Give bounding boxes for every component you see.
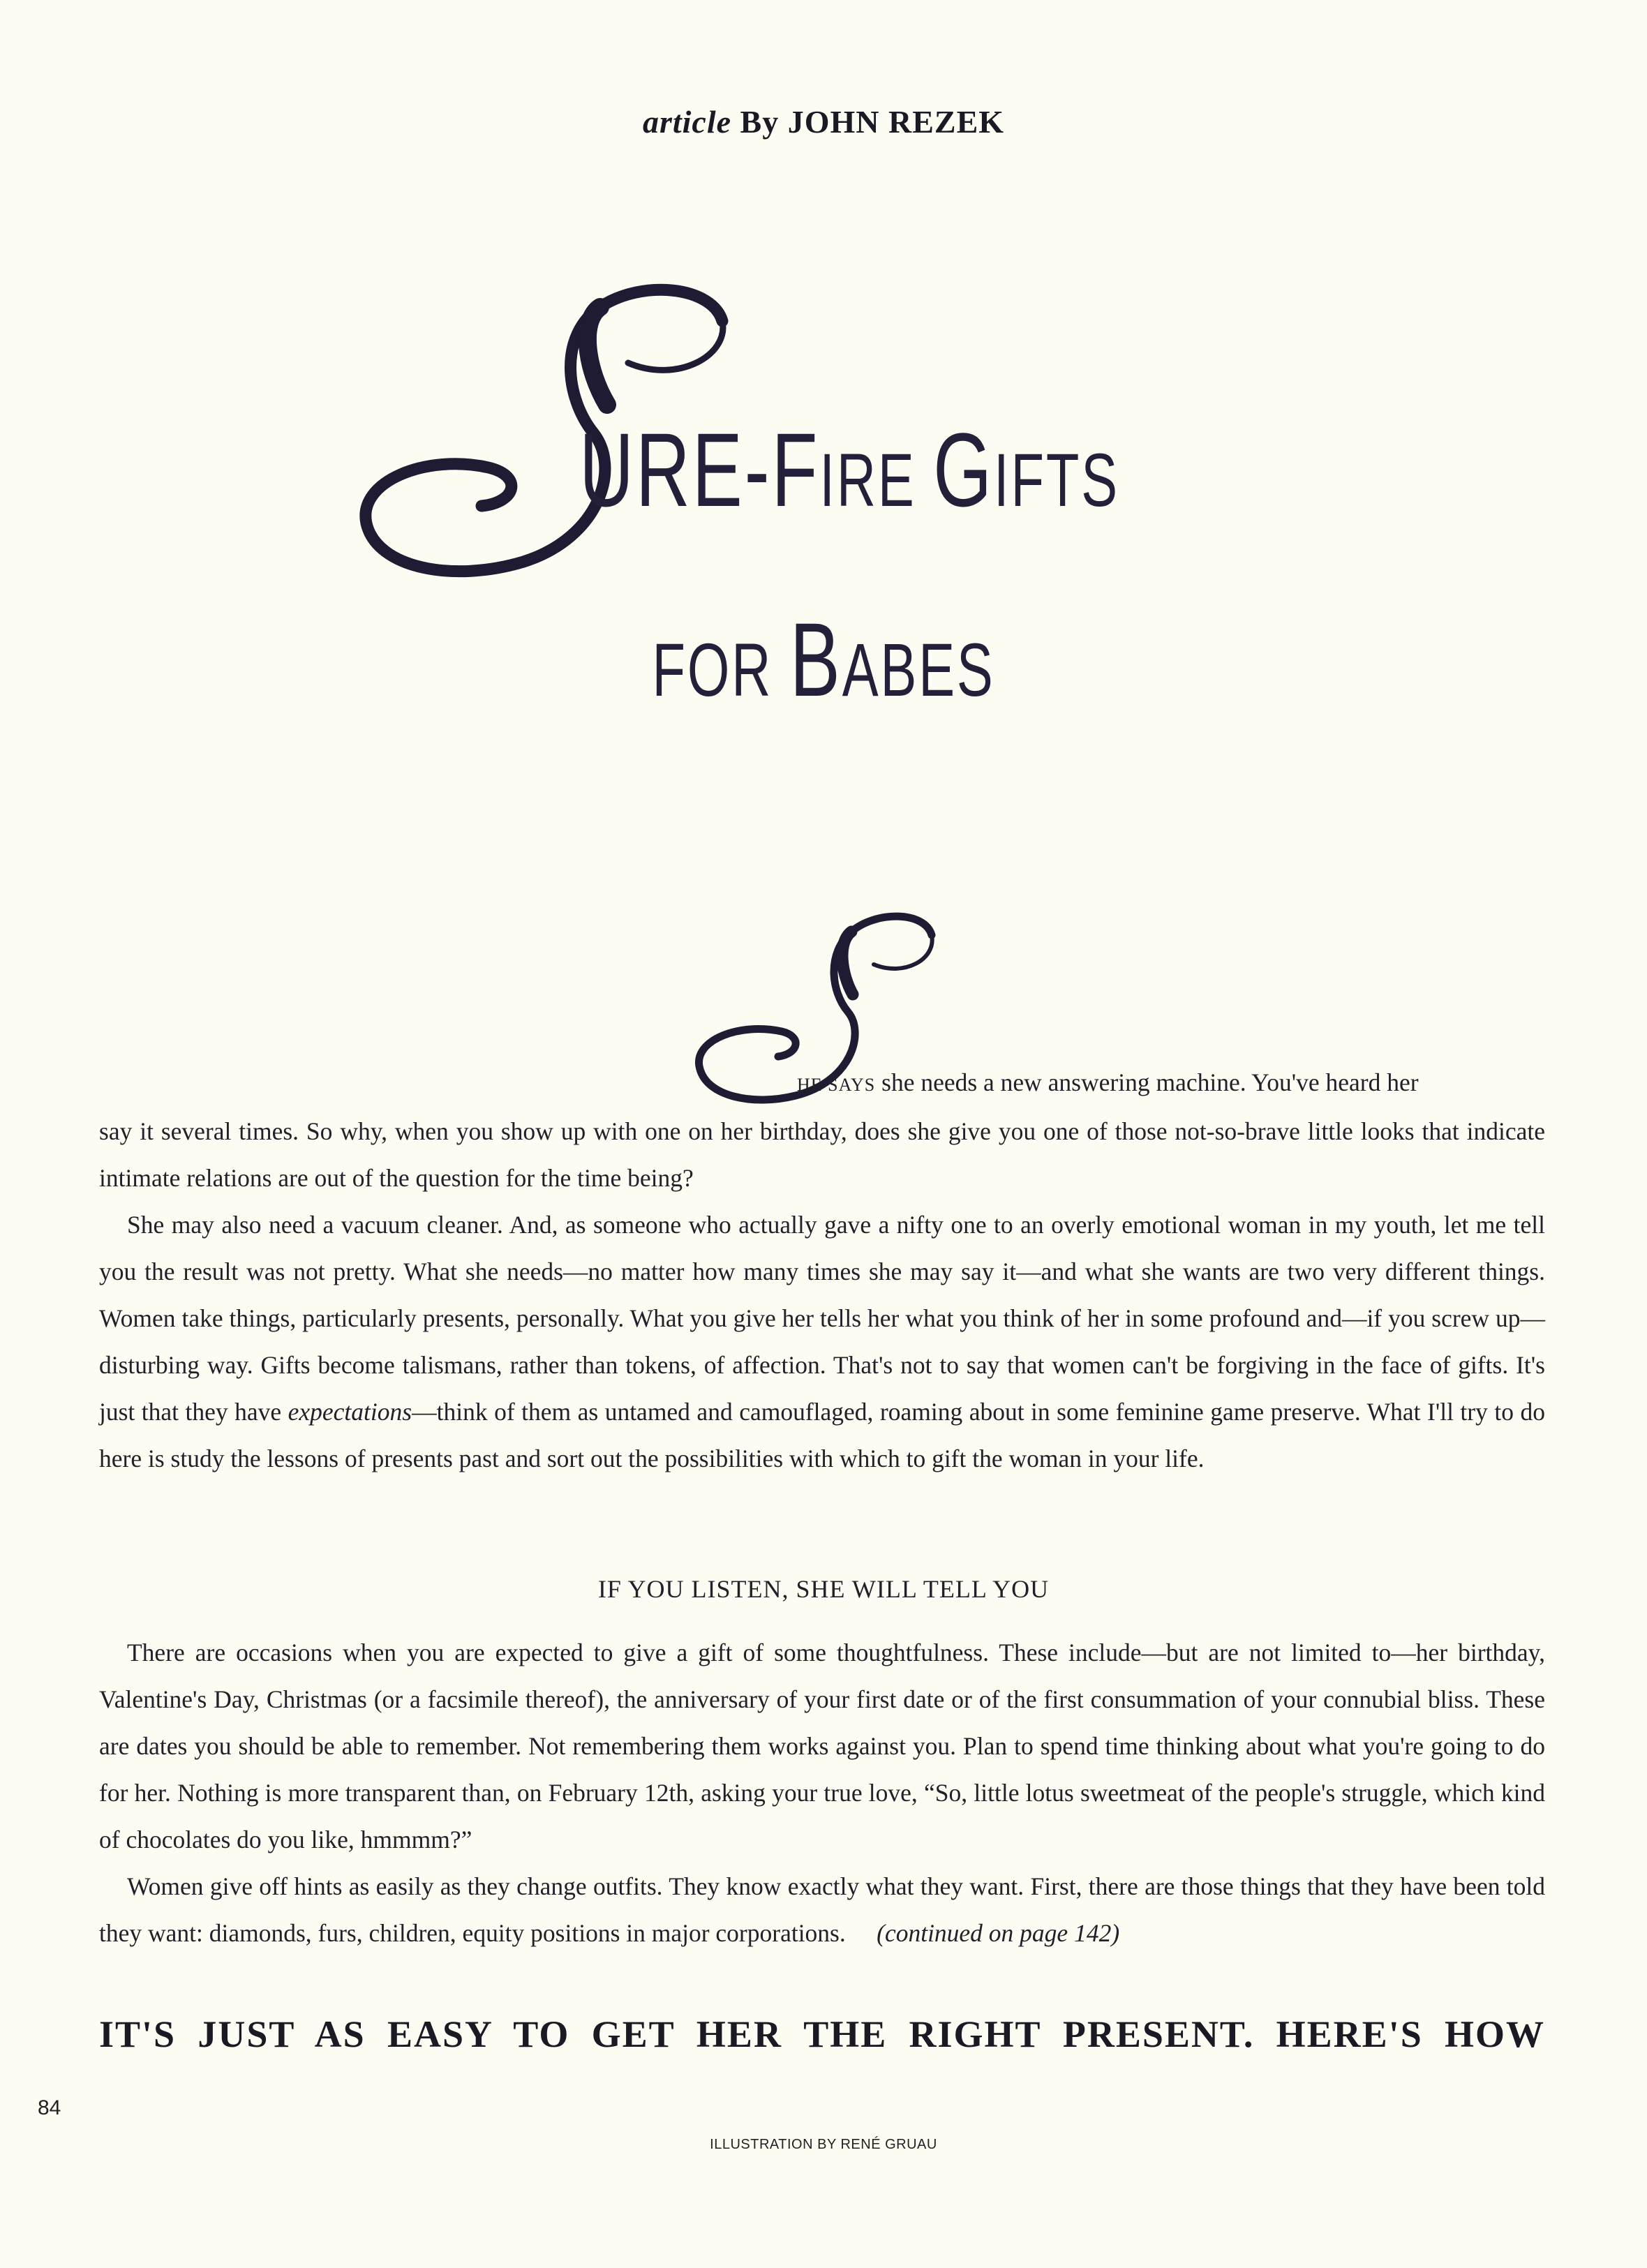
illustration-credit: ILLUSTRATION BY RENÉ GRUAU xyxy=(710,2137,937,2152)
section-paragraph-1: There are occasions when you are expected to give a gift of some thoughtfulness. These include—but are not limited to—her birthday, Valentine's Day, Christmas (or a facsimile thereof), the anniversary of your first date or of the first consummation of your connubial bliss. These are dates you should be able to remember. Not remembering them works against you. Plan to spend time thinking about what you're going to do for her. Nothing is more transparent than, on February 12th, asking your true love, “So, little lotus sweetmeat of the people's struggle, which kind of chocolates do you like, hmmmm?” xyxy=(99,1639,1545,1853)
byline-label: article xyxy=(642,104,732,140)
section-paragraph-2: Women give off hints as easily as they change outfits. They know exactly what they want. First, there are those things that they have been told they want: diamonds, furs, children, equity positions in major corporations. (continued on page 142) xyxy=(99,1872,1545,1947)
lead-small-caps: HE SAYS xyxy=(797,1075,876,1095)
deck-headline: IT'S JUST AS EASY TO GET HER THE RIGHT PRESENT. HERE'S HOW xyxy=(99,2013,1545,2055)
title-line-1: URE-FIRE GIFTS xyxy=(579,411,1120,528)
intro-paragraph-2: She may also need a vacuum cleaner. And, as someone who actually gave a nifty one to an overly emotional woman in my youth, let me tell you the result was not pretty. What she needs—no matter how many times she may say it—and what she wants are two very different things. Women take things, particularly presents, personally. What you give her tells her what you think of her in some profound and—if you screw up—disturbing way. Gifts become talismans, rather than tokens, of affection. That's not to say that women can't be forgiving in the face of gifts. It's just that they have expectations—think of them as untamed and camouflaged, roaming about in some feminine game preserve. What I'll try to do here is study the lessons of presents past and sort out the possibilities with which to gift the woman in your life. xyxy=(99,1211,1545,1472)
title-line-2: FOR BABES xyxy=(652,601,995,718)
byline-author: By JOHN REZEK xyxy=(740,104,1005,140)
intro-paragraph-1: HE SAYS she needs a new answering machine. You've heard her say it several times. So why, when you show up with one on her birthday, does she give you one of those not-so-brave little looks that indicate intimate relations are out of the question for the time being? xyxy=(99,1068,1545,1192)
continued-link[interactable]: (continued on page 142) xyxy=(877,1919,1120,1947)
section-text xyxy=(99,1629,1545,1957)
intro-text xyxy=(99,1059,1545,1482)
page-number: 84 xyxy=(38,2096,61,2119)
section-heading: IF YOU LISTEN, SHE WILL TELL YOU xyxy=(597,1575,1050,1603)
article-title xyxy=(0,0,1647,768)
